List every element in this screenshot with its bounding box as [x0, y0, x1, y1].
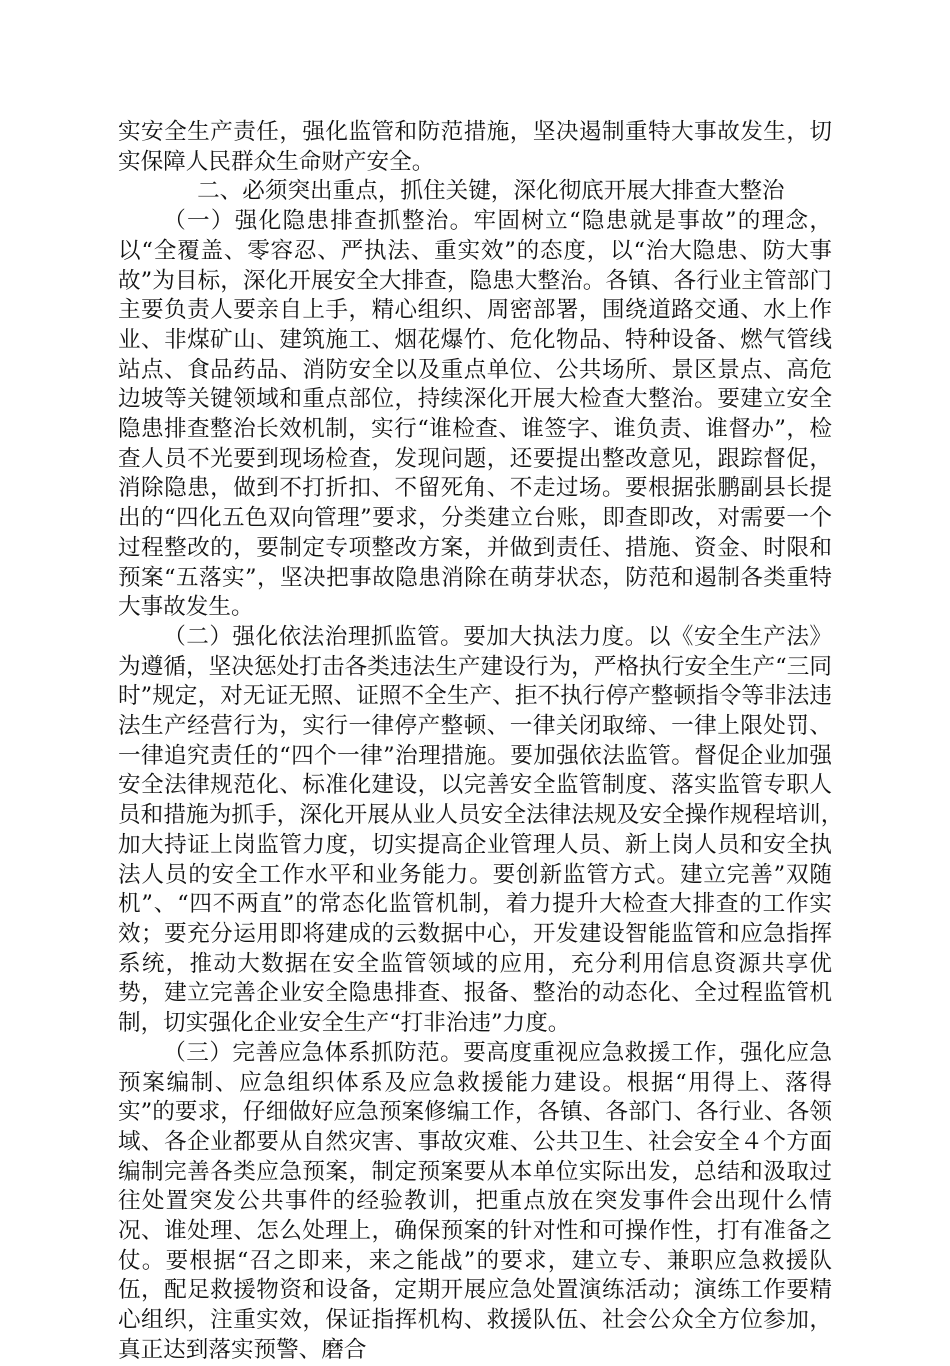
document-body	[118, 118, 855, 1366]
paragraph-continuation: 实安全生产责任，强化监管和防范措施，坚决遏制重特大事故发生，切实保障人民群众生命财产安全。	[118, 119, 832, 175]
paragraph-emergency-system: （三）完善应急体系抓防范。要高度重视应急救援工作，强化应急预案编制、应急组织体系及应急救援能力建设。根据“用得上、落得实”的要求，仔细做好应急预案修编工作，各镇、各部门、各行业、各领域、各企业都要从自然灾害、事故灾难、公共卫生、社会安全４个方面编制完善各类应急预案，制定预案要从本单位实际出发，总结和汲取过往处置突发公共事件的经验教训，把重点放在突发事件会出现什么情况、谁处理、怎么处理上，确保预案的针对性和可操作性，打有准备之仗。要根据“召之即来，来之能战”的要求，建立专、兼职应急救援队伍，配足救援物资和设备，定期开展应急处置演练活动；演练工作要精心组织，注重实效，保证指挥机构、救援队伍、社会公众全方位参加，真正达到落实预警、磨合	[118, 1039, 832, 1363]
paragraph-legal-supervision: （二）强化依法治理抓监管。要加大执法力度。以《安全生产法》为遵循，坚决惩处打击各类违法生产建设行为，严格执行安全生产“三同时”规定，对无证无照、证照不全生产、拒不执行停产整顿指令等非法违法生产经营行为，实行一律停产整顿、一律关闭取缔、一律上限处罚、一律追究责任的“四个一律”治理措施。要加强依法监管。督促企业加强安全法律规范化、标准化建设，以完善安全监管制度、落实监管专职人员和措施为抓手，深化开展从业人员安全法律法规及安全操作规程培训， 加大持证上岗监管力度，切实提高企业管理人员、新上岗人员和安全执法人员的安全工作水平和业务能力。要创新监管方式。建立完善”双随机”、“四不两直”的常态化监管机制，着力提升大检查大排查的工作实效；要充分运用即将建成的云数据中心，开发建设智能监管和应急指挥系统，推动大数据在安全监管领域的应用，充分利用信息资源共享优势，建立完善企业安全隐患排查、报备、整治的动态化、全过程监管机制，切实强化企业安全生产“打非治违”力度。	[118, 623, 855, 1037]
section-heading: 二、必须突出重点，抓住关键，深化彻底开展大排查大整治	[197, 178, 785, 205]
paragraph-hazard-inspection: （一）强化隐患排查抓整治。牢固树立“隐患就是事故”的理念，以“全覆盖、零容忍、严执法、重实效”的态度，以“治大隐患、防大事故”为目标，深化开展安全大排查，隐患大整治。各镇、各行业主管部门主要负责人要亲自上手，精心组织、周密部署，围绕道路交通、水上作业、非煤矿山、建筑施工、烟花爆竹、危化物品、特种设备、燃气管线站点、食品药品、消防安全以及重点单位、公共场所、景区景点、高危边坡等关键领域和重点部位，持续深化开展大检查大整治。要建立安全隐患排查整治长效机制，实行“谁检查、谁签字、谁负责、谁督办”，检查人员不光要到现场检查，发现问题，还要提出整改意见，跟踪督促，消除隐患，做到不打折扣、不留死角、不走过场。要根据张鹏副县长提出的“四化五色双向管理”要求，分类建立台账，即查即改，对需要一个过程整改的，要制定专项整改方案，并做到责任、措施、资金、时限和预案“五落实”，坚决把事故隐患消除在萌芽状态，防范和遏制各类重特大事故发生。	[118, 208, 832, 621]
